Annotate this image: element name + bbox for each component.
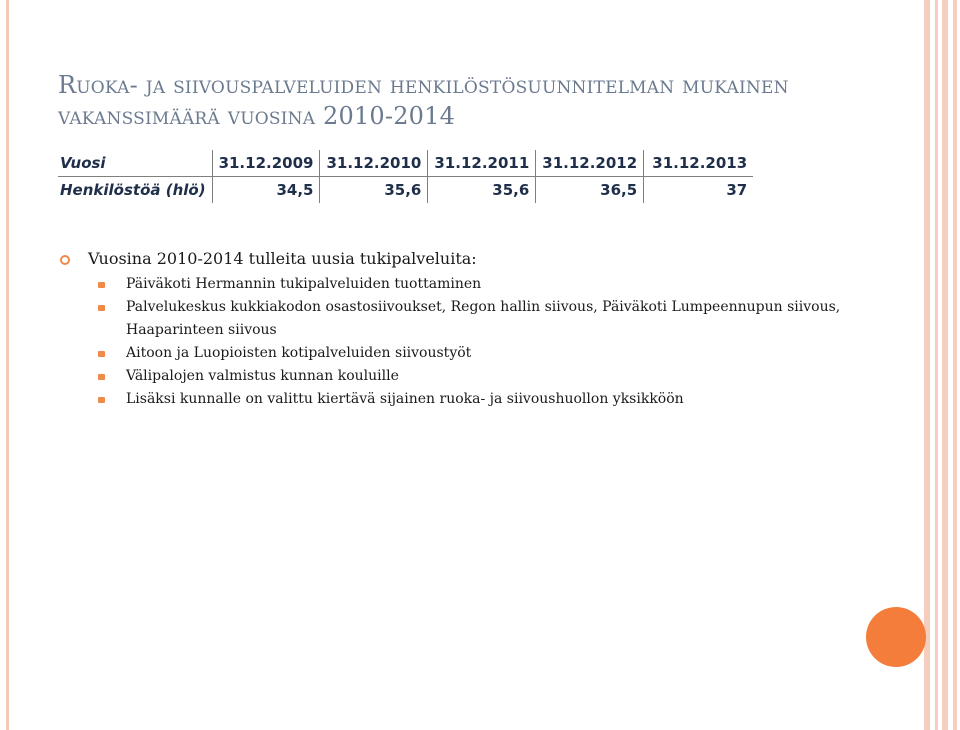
table-year-cell: 31.12.2013	[644, 150, 754, 177]
table-value-cell: 35,6	[320, 177, 428, 204]
table-value-cell: 35,6	[428, 177, 536, 204]
main-bullet-item	[58, 247, 858, 271]
table-year-cell: 31.12.2010	[320, 150, 428, 177]
list-item	[58, 388, 858, 411]
left-border-decoration	[6, 0, 9, 730]
table-header-label: Vuosi	[58, 150, 212, 177]
list-item-text: Palvelukeskus kukkiakodon osastosiivoukset, Regon hallin siivous, Päiväkoti Lumpeennupun siivous, Haaparinteen siivous	[126, 299, 841, 338]
list-item-text: Päiväkoti Hermannin tukipalveluiden tuottaminen	[126, 276, 482, 292]
list-item-text: Välipalojen valmistus kunnan kouluille	[126, 368, 399, 384]
list-item	[58, 296, 858, 342]
list-item	[58, 342, 858, 365]
orange-circle-decoration	[866, 607, 926, 667]
table-year-cell: 31.12.2011	[428, 150, 536, 177]
table-year-cell: 31.12.2009	[212, 150, 320, 177]
list-item-text: Aitoon ja Luopioisten kotipalveluiden siivoustyöt	[126, 345, 472, 361]
table-year-cell: 31.12.2012	[536, 150, 644, 177]
square-bullet-icon	[98, 282, 105, 288]
list-item-text: Lisäksi kunnalle on valittu kiertävä sijainen ruoka- ja siivoushuollon yksikköön	[126, 391, 684, 407]
staff-table	[58, 150, 753, 203]
bullet-list	[58, 247, 858, 411]
square-bullet-icon	[98, 397, 105, 403]
table-value-cell: 37	[726, 181, 748, 199]
table-row	[58, 177, 753, 204]
table-header-row	[58, 150, 753, 177]
square-bullet-icon	[98, 374, 105, 380]
main-bullet-text: Vuosina 2010-2014 tulleita uusia tukipalveluita:	[88, 249, 477, 268]
list-item	[58, 365, 858, 388]
table-value-cell: 36,5	[536, 177, 644, 204]
right-stripe-decoration	[920, 0, 960, 730]
ring-bullet-icon	[60, 255, 70, 265]
square-bullet-icon	[98, 305, 105, 311]
slide-title: Ruoka- ja siivouspalveluiden henkilöstösuunnitelman mukainen vakanssimäärä vuosina 2010-2014	[58, 71, 789, 130]
square-bullet-icon	[98, 351, 105, 357]
sub-bullet-list	[58, 273, 858, 411]
table-row-label: Henkilöstöä (hlö)	[58, 177, 212, 204]
table-value-cell: 34,5	[212, 177, 320, 204]
list-item	[58, 273, 858, 296]
